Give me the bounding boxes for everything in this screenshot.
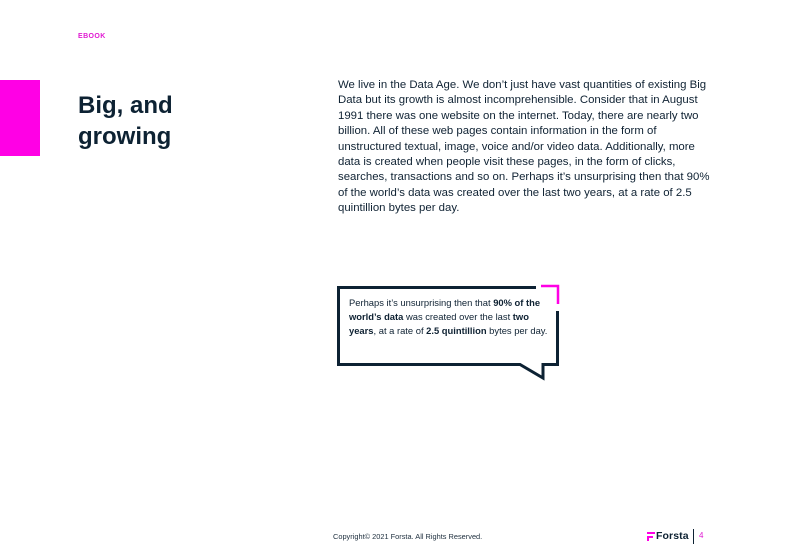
copyright-text: Copyright© 2021 Forsta. All Rights Reserved. (333, 532, 483, 541)
page-title-line-1: Big, and (78, 92, 173, 119)
quote-text-3: , at a rate of (373, 325, 427, 337)
page-title (78, 90, 278, 152)
body-paragraph: We live in the Data Age. We don’t just have vast quantities of existing Big Data but its growth is almost incomprehensible. Consider that in August 1991 there was one website on the internet. Today, there are nearly two billion. All of these web pages contain information in the form of unstructured textual, image, voice and/or video data. Additionally, more data is created when people visit these pages, in the form of clicks, searches, transactions and so on. Perhaps it’s unsurprising then that 90% of the world’s data was created over the last two years, at a rate of 2.5 quintillion bytes per day. (338, 79, 710, 215)
forsta-logo-icon (647, 531, 655, 541)
quote-text-4: bytes per day. (486, 325, 548, 337)
ebook-label: EBOOK (78, 33, 106, 40)
accent-bar (0, 80, 40, 156)
logo-wordmark: Forsta (656, 530, 689, 542)
forsta-logo (647, 529, 689, 543)
footer-divider (693, 529, 694, 544)
quote-text-1: Perhaps it’s unsurprising then that (349, 297, 494, 308)
quote-text-2: was created over the last (403, 311, 513, 323)
pull-quote-text (349, 296, 549, 339)
pull-quote (337, 286, 559, 366)
quote-highlight-1: 90% of the world’s data (349, 297, 541, 323)
quote-highlight-3: 2.5 quintillion (426, 325, 487, 337)
page-title-line-2: growing (78, 123, 172, 150)
quote-highlight-2: two years (349, 311, 529, 337)
page-number: 4 (699, 531, 704, 540)
